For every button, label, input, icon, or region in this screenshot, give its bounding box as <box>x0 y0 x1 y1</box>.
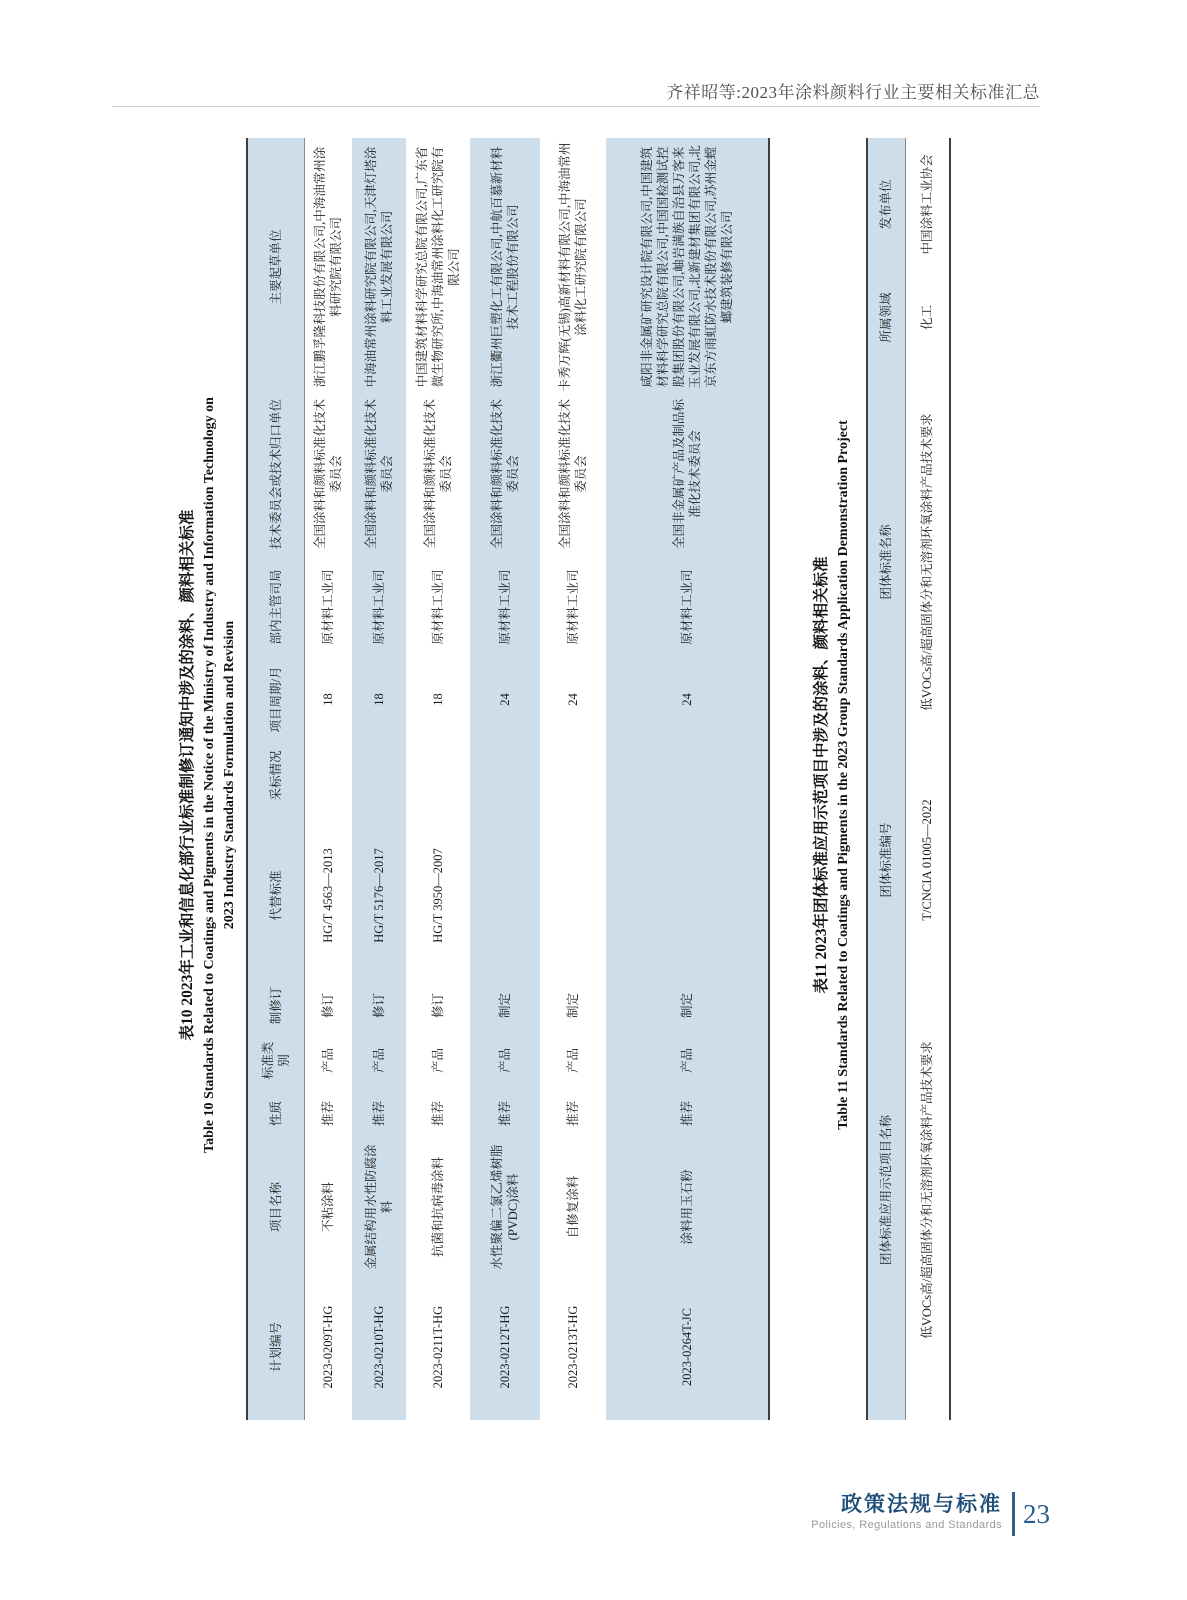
cell: 18 <box>321 693 336 706</box>
cell: 制定 <box>498 993 512 1019</box>
cell: 产品 <box>566 1048 580 1074</box>
table-row <box>304 138 352 1420</box>
table-row <box>540 138 606 1420</box>
header-cell: 技术委员会或技术归口单位 <box>268 398 283 549</box>
cell: 原材料工业司 <box>566 569 580 645</box>
page-footer <box>640 1492 1050 1536</box>
cell: 卡秀万辉(无锡)高新材料有限公司,中海油常州涂料化工研究院有限公司 <box>558 142 588 392</box>
table-10 <box>246 138 770 1420</box>
cell: 推荐 <box>566 1101 580 1127</box>
cell: 全国涂料和颜料标准化技术委员会 <box>364 398 394 549</box>
running-header-rule <box>112 106 1040 107</box>
cell: 18 <box>431 693 445 706</box>
table-row <box>352 138 406 1420</box>
header-cell: 团体标准应用示范项目名称 <box>879 1115 894 1266</box>
header-cell: 部内主管司局 <box>268 569 283 645</box>
table11-title-block <box>810 130 854 1420</box>
cell: 制定 <box>566 993 580 1019</box>
cell: 全国涂料和颜料标准化技术委员会 <box>490 398 520 549</box>
header-cell: 项目周期/月 <box>268 666 283 733</box>
cell: 全国涂料和颜料标准化技术委员会 <box>313 398 344 549</box>
cell: 化工 <box>920 305 935 331</box>
footer-section-en: Policies, Regulations and Standards <box>811 1519 1002 1531</box>
cell: 产品 <box>680 1048 694 1074</box>
cell: 原材料工业司 <box>372 569 386 645</box>
header-cell: 采标情况 <box>268 750 283 801</box>
cell <box>406 737 470 814</box>
cell: 产品 <box>321 1048 336 1074</box>
cell: 抗菌和抗病毒涂料 <box>431 1157 445 1258</box>
cell: HG/T 5176—2017 <box>372 848 386 943</box>
header-cell: 团体标准编号 <box>879 822 894 898</box>
cell: 低VOCs高/超高固体分和无溶剂环氧涂料产品技术要求 <box>920 413 935 711</box>
cell <box>540 737 606 814</box>
cell: 原材料工业司 <box>498 569 512 645</box>
header-cell: 标准类别 <box>260 1041 291 1080</box>
table11-header-row <box>867 138 905 1420</box>
header-cell: 代替标准 <box>268 870 283 921</box>
cell: HG/T 3950—2007 <box>431 848 445 943</box>
header-cell: 性质 <box>268 1101 283 1127</box>
table-row <box>406 138 470 1420</box>
table10-title-en-line2: 2023 Industry Standards Formulation and Revision <box>222 620 237 930</box>
cell: 低VOCs高/超高固体分和无溶剂环氧涂料产品技术要求 <box>920 1041 935 1339</box>
cell: 涂料用玉石粉 <box>680 1169 694 1245</box>
cell: 24 <box>566 693 580 706</box>
table-row <box>905 138 950 1420</box>
cell: 原材料工业司 <box>680 569 694 645</box>
table10-header-row <box>247 138 304 1420</box>
cell: 全国涂料和颜料标准化技术委员会 <box>423 398 453 549</box>
header-cell: 所属领域 <box>879 292 894 343</box>
cell: 金属结构用水性防腐涂料 <box>364 1144 394 1270</box>
cell: 2023-0264T-JC <box>680 1308 694 1387</box>
cell: 不粘涂料 <box>321 1182 336 1233</box>
cell: 2023-0211T-HG <box>431 1305 445 1389</box>
table-row <box>606 138 769 1420</box>
cell: 2023-0213T-HG <box>566 1305 580 1389</box>
table-11 <box>866 138 951 1420</box>
cell: 24 <box>498 693 512 706</box>
header-cell: 团体标准名称 <box>879 524 894 600</box>
table11-title-en: Table 11 Standards Related to Coatings and Pigments in the 2023 Group Standards Application Demonstration Project <box>836 420 851 1130</box>
cell: 推荐 <box>321 1101 336 1127</box>
cell <box>540 814 606 977</box>
cell: 原材料工业司 <box>321 569 336 645</box>
header-cell: 发布单位 <box>879 179 894 230</box>
header-cell: 计划编号 <box>268 1322 283 1373</box>
cell: 2023-0212T-HG <box>498 1305 512 1389</box>
cell: 产品 <box>498 1048 512 1074</box>
cell: 24 <box>680 693 694 706</box>
cell: 推荐 <box>372 1101 386 1127</box>
cell: 全国涂料和颜料标准化技术委员会 <box>558 398 588 549</box>
cell <box>470 814 540 977</box>
table11-title-cn: 表11 2023年团体标准应用示范项目中涉及的涂料、颜料相关标准 <box>813 556 830 994</box>
cell: 18 <box>372 693 386 706</box>
cell: 中国建筑材料科学研究总院有限公司,广东省微生物研究所,中海油常州涂料化工研究院有限公司 <box>415 146 461 388</box>
cell: 2023-0209T-HG <box>321 1305 336 1389</box>
cell: 产品 <box>372 1048 386 1074</box>
cell: 水性聚偏二氯乙烯树脂(PVDC)涂料 <box>490 1144 520 1270</box>
cell <box>606 814 769 977</box>
cell: 修订 <box>372 993 386 1019</box>
cell: 咸阳非金属矿研究设计院有限公司,中国建筑材料科学研究总院有限公司,中国国检测试控股集团股份有限公司,岫岩满族自治县万客来玉业发展有限公司,北新建材集团有限公司,北京东方雨虹防水技术股份有限公司,苏州金螳螂建筑装修有限公司 <box>640 145 734 389</box>
cell: 浙江鹏孚隆科技股份有限公司,中海油常州涂料研究院有限公司 <box>313 146 344 388</box>
cell: 修订 <box>321 993 336 1019</box>
cell: 中海油常州涂料研究院有限公司,天津灯塔涂料工业发展有限公司 <box>364 146 394 388</box>
cell: 浙江衢州巨塑化工有限公司,中航百慕新材料技术工程股份有限公司 <box>490 146 520 388</box>
table10-title-block <box>150 130 240 1420</box>
running-header: 齐祥昭等:2023年涂料颜料行业主要相关标准汇总 <box>666 83 1040 102</box>
cell: 推荐 <box>431 1101 445 1127</box>
cell: 全国非金属矿产品及制品标准化技术委员会 <box>672 398 702 549</box>
footer-section-cn: 政策法规与标准 <box>841 1493 1002 1516</box>
cell: 修订 <box>431 993 445 1019</box>
cell: 推荐 <box>498 1101 512 1127</box>
header-cell: 主要起草单位 <box>268 229 283 305</box>
cell <box>304 737 352 814</box>
header-cell: 制修订 <box>268 986 283 1025</box>
header-cell: 项目名称 <box>268 1182 283 1233</box>
footer-divider-bar <box>1012 1492 1015 1536</box>
table-row <box>470 138 540 1420</box>
rotated-content <box>150 130 960 1420</box>
cell <box>606 737 769 814</box>
cell: 制定 <box>680 993 694 1019</box>
cell: 推荐 <box>680 1101 694 1127</box>
cell: HG/T 4563—2013 <box>321 848 336 943</box>
cell <box>352 737 406 814</box>
table10-title-cn: 表10 2023年工业和信息化部行业标准制修订通知中涉及的涂料、颜料相关标准 <box>179 509 196 1041</box>
cell: 产品 <box>431 1048 445 1074</box>
cell: 自修复涂料 <box>566 1175 580 1239</box>
cell: T/CNCIA 01005—2022 <box>920 799 935 921</box>
cell <box>470 737 540 814</box>
cell: 中国涂料工业协会 <box>920 154 935 255</box>
cell: 2023-0210T-HG <box>372 1305 386 1389</box>
table10-title-en-line1: Table 10 Standards Related to Coatings and Pigments in the Notice of the Ministry of Industry and Information Technology on <box>202 397 217 1153</box>
cell: 原材料工业司 <box>431 569 445 645</box>
page-number: 23 <box>1023 1499 1050 1529</box>
